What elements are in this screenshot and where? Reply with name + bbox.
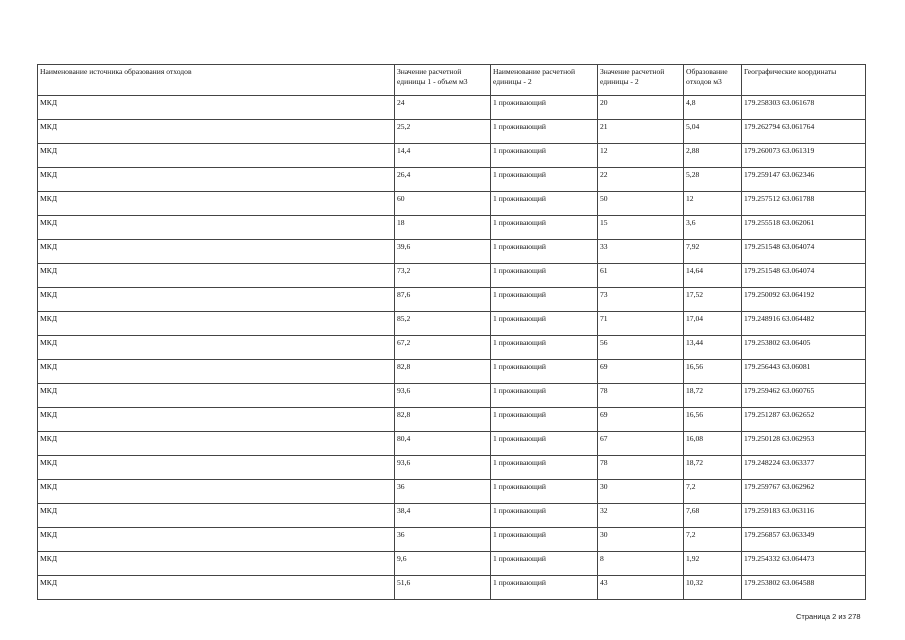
cell-unit-value-1: 93,6 [395,456,491,480]
cell-unit-value-2: 30 [598,480,684,504]
cell-source-name: МКД [38,408,395,432]
cell-unit-value-1: 36 [395,528,491,552]
cell-unit-value-2: 32 [598,504,684,528]
cell-unit-value-1: 87,6 [395,288,491,312]
cell-unit-value-1: 25,2 [395,120,491,144]
table-row [38,264,866,288]
table-header-row [38,65,866,96]
cell-unit-value-1: 80,4 [395,432,491,456]
cell-source-name: МКД [38,312,395,336]
cell-coordinates: 179.256443 63.06081 [742,360,866,384]
cell-unit-name-2: 1 проживающий [491,240,598,264]
cell-waste-volume: 7,2 [684,528,742,552]
cell-unit-value-1: 14,4 [395,144,491,168]
cell-coordinates: 179.259767 63.062962 [742,480,866,504]
cell-unit-name-2: 1 проживающий [491,120,598,144]
cell-waste-volume: 2,88 [684,144,742,168]
table-row [38,384,866,408]
cell-unit-value-2: 73 [598,288,684,312]
cell-unit-value-1: 67,2 [395,336,491,360]
cell-waste-volume: 4,8 [684,96,742,120]
cell-unit-value-2: 12 [598,144,684,168]
cell-waste-volume: 16,56 [684,360,742,384]
cell-unit-value-2: 15 [598,216,684,240]
cell-unit-value-1: 85,2 [395,312,491,336]
cell-source-name: МКД [38,528,395,552]
cell-unit-value-1: 39,6 [395,240,491,264]
table-row [38,96,866,120]
cell-unit-name-2: 1 проживающий [491,144,598,168]
cell-waste-volume: 12 [684,192,742,216]
cell-source-name: МКД [38,480,395,504]
cell-unit-value-1: 82,8 [395,360,491,384]
table-row [38,168,866,192]
cell-waste-volume: 5,04 [684,120,742,144]
cell-coordinates: 179.260073 63.061319 [742,144,866,168]
cell-unit-value-2: 50 [598,192,684,216]
cell-source-name: МКД [38,384,395,408]
table-row [38,480,866,504]
table-row [38,576,866,600]
cell-coordinates: 179.262794 63.061764 [742,120,866,144]
cell-unit-value-2: 30 [598,528,684,552]
cell-coordinates: 179.255518 63.062061 [742,216,866,240]
page-number: Страница 2 из 278 [796,612,861,621]
cell-unit-name-2: 1 проживающий [491,216,598,240]
cell-unit-name-2: 1 проживающий [491,336,598,360]
cell-unit-value-2: 56 [598,336,684,360]
cell-coordinates: 179.258303 63.061678 [742,96,866,120]
table-row [38,192,866,216]
cell-coordinates: 179.257512 63.061788 [742,192,866,216]
cell-unit-value-2: 69 [598,360,684,384]
cell-coordinates: 179.253802 63.06405 [742,336,866,360]
cell-waste-volume: 18,72 [684,456,742,480]
cell-source-name: МКД [38,144,395,168]
cell-unit-value-1: 73,2 [395,264,491,288]
cell-source-name: МКД [38,576,395,600]
cell-waste-volume: 3,6 [684,216,742,240]
cell-unit-value-1: 93,6 [395,384,491,408]
cell-source-name: МКД [38,216,395,240]
waste-sources-table [37,64,866,600]
cell-unit-value-2: 78 [598,456,684,480]
cell-waste-volume: 16,08 [684,432,742,456]
cell-source-name: МКД [38,96,395,120]
cell-coordinates: 179.248916 63.064482 [742,312,866,336]
header-unit-value-2: Значение расчетной единицы - 2 [598,65,684,96]
cell-unit-name-2: 1 проживающий [491,288,598,312]
cell-coordinates: 179.251548 63.064074 [742,240,866,264]
cell-coordinates: 179.253802 63.064588 [742,576,866,600]
cell-unit-value-1: 24 [395,96,491,120]
table-row [38,408,866,432]
cell-unit-name-2: 1 проживающий [491,192,598,216]
cell-unit-value-1: 38,4 [395,504,491,528]
cell-coordinates: 179.259147 63.062346 [742,168,866,192]
cell-unit-name-2: 1 проживающий [491,96,598,120]
table-row [38,288,866,312]
cell-unit-name-2: 1 проживающий [491,480,598,504]
table-row [38,360,866,384]
cell-unit-name-2: 1 проживающий [491,576,598,600]
table-row [38,336,866,360]
cell-unit-name-2: 1 проживающий [491,312,598,336]
table-row [38,552,866,576]
table-row [38,120,866,144]
cell-unit-value-2: 67 [598,432,684,456]
header-source-name: Наименование источника образования отходов [38,65,395,96]
cell-source-name: МКД [38,336,395,360]
cell-coordinates: 179.251548 63.064074 [742,264,866,288]
cell-coordinates: 179.256857 63.063349 [742,528,866,552]
cell-coordinates: 179.250092 63.064192 [742,288,866,312]
cell-waste-volume: 17,04 [684,312,742,336]
cell-coordinates: 179.250128 63.062953 [742,432,866,456]
cell-waste-volume: 18,72 [684,384,742,408]
cell-waste-volume: 7,2 [684,480,742,504]
cell-waste-volume: 14,64 [684,264,742,288]
header-coordinates: Географические координаты [742,65,866,96]
cell-unit-name-2: 1 проживающий [491,504,598,528]
cell-unit-value-1: 51,6 [395,576,491,600]
cell-unit-value-2: 43 [598,576,684,600]
cell-unit-value-2: 33 [598,240,684,264]
cell-coordinates: 179.259462 63.060765 [742,384,866,408]
table-row [38,312,866,336]
cell-unit-name-2: 1 проживающий [491,408,598,432]
cell-unit-value-2: 8 [598,552,684,576]
cell-unit-name-2: 1 проживающий [491,432,598,456]
cell-source-name: МКД [38,264,395,288]
cell-unit-name-2: 1 проживающий [491,552,598,576]
cell-unit-value-2: 69 [598,408,684,432]
cell-waste-volume: 13,44 [684,336,742,360]
cell-unit-value-1: 60 [395,192,491,216]
cell-unit-value-2: 71 [598,312,684,336]
cell-unit-name-2: 1 проживающий [491,456,598,480]
cell-source-name: МКД [38,504,395,528]
cell-source-name: МКД [38,432,395,456]
cell-waste-volume: 16,56 [684,408,742,432]
header-waste-volume: Образование отходов м3 [684,65,742,96]
cell-unit-value-2: 61 [598,264,684,288]
header-unit-value-1: Значение расчетной единицы 1 - объем м3 [395,65,491,96]
cell-coordinates: 179.259183 63.063116 [742,504,866,528]
header-unit-name-2: Наименование расчетной единицы - 2 [491,65,598,96]
cell-source-name: МКД [38,192,395,216]
table-row [38,216,866,240]
table-row [38,432,866,456]
cell-source-name: МКД [38,360,395,384]
cell-coordinates: 179.254332 63.064473 [742,552,866,576]
cell-source-name: МКД [38,456,395,480]
cell-waste-volume: 7,68 [684,504,742,528]
cell-unit-name-2: 1 проживающий [491,168,598,192]
cell-unit-value-1: 9,6 [395,552,491,576]
cell-unit-value-2: 78 [598,384,684,408]
cell-waste-volume: 17,52 [684,288,742,312]
cell-waste-volume: 1,92 [684,552,742,576]
cell-unit-value-1: 82,8 [395,408,491,432]
cell-source-name: МКД [38,288,395,312]
cell-unit-name-2: 1 проживающий [491,264,598,288]
cell-unit-value-1: 26,4 [395,168,491,192]
cell-source-name: МКД [38,552,395,576]
cell-coordinates: 179.251287 63.062652 [742,408,866,432]
cell-unit-name-2: 1 проживающий [491,360,598,384]
cell-unit-name-2: 1 проживающий [491,528,598,552]
cell-coordinates: 179.248224 63.063377 [742,456,866,480]
cell-source-name: МКД [38,168,395,192]
cell-unit-value-1: 18 [395,216,491,240]
table-row [38,528,866,552]
cell-unit-value-2: 21 [598,120,684,144]
cell-unit-name-2: 1 проживающий [491,384,598,408]
cell-source-name: МКД [38,120,395,144]
table-row [38,144,866,168]
cell-waste-volume: 7,92 [684,240,742,264]
table-row [38,504,866,528]
cell-unit-value-2: 20 [598,96,684,120]
table-row [38,240,866,264]
cell-unit-value-1: 36 [395,480,491,504]
cell-waste-volume: 10,32 [684,576,742,600]
cell-unit-value-2: 22 [598,168,684,192]
cell-waste-volume: 5,28 [684,168,742,192]
cell-source-name: МКД [38,240,395,264]
table-row [38,456,866,480]
